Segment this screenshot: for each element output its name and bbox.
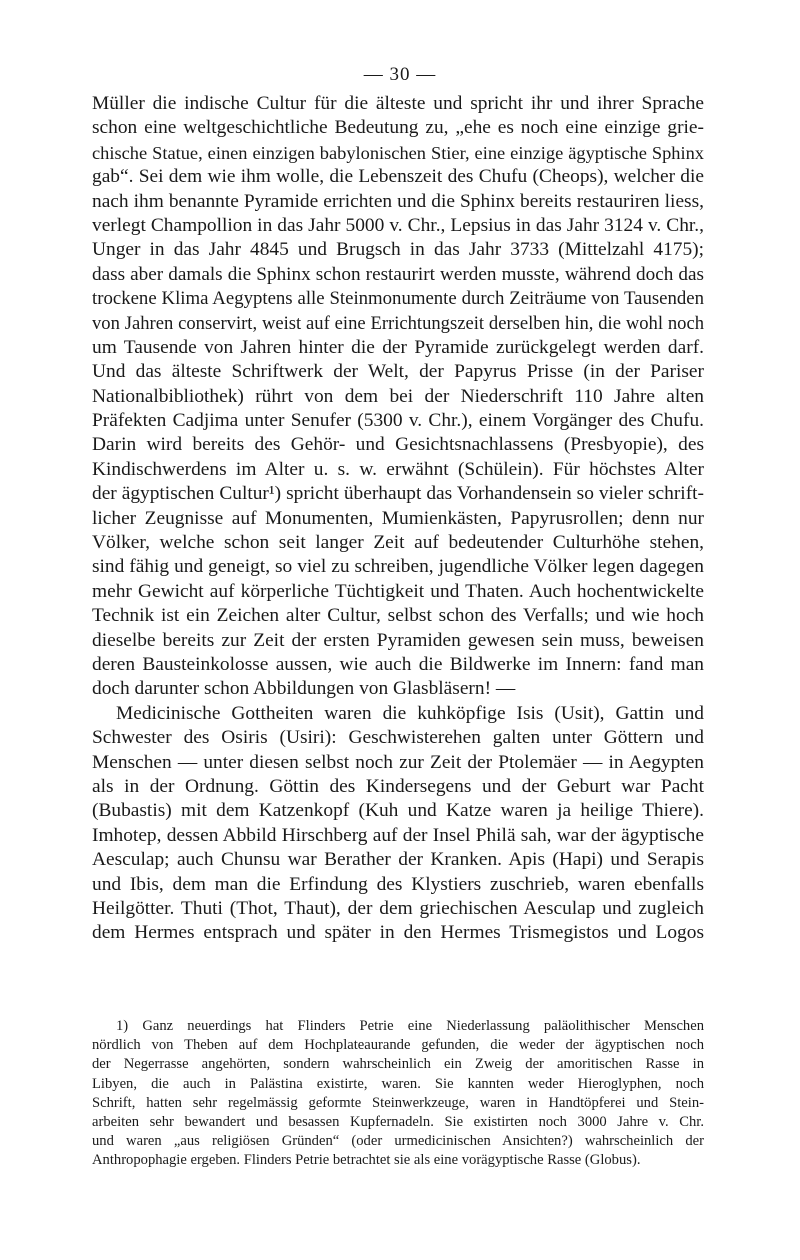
text-line: Unger in das Jahr 4845 und Brugsch in das Jahr 3733 (Mittelzahl 4175); (92, 239, 704, 261)
footnote-line: Libyen, die auch in Palästina existirte, waren. Sie kannten weder Hieroglyphen, noch (92, 1075, 704, 1092)
text-line: Darin wird bereits des Gehör- und Gesichtsnachlassens (Presbyopie), des (92, 434, 704, 456)
text-line: dem Hermes entsprach und später in den Hermes Trismegistos und Logos (92, 922, 704, 944)
text-line: nach ihm benannte Pyramide errichten und die Sphinx bereits restauriren liess, (92, 190, 704, 212)
main-text (92, 92, 704, 946)
text-line: Technik ist ein Zeichen alter Cultur, selbst schon des Verfalls; und wie hoch (92, 605, 704, 627)
text-line: deren Bausteinkolosse aussen, wie auch die Bildwerke im Innern: fand man (92, 653, 704, 675)
text-line: mehr Gewicht auf körperliche Tüchtigkeit und Thaten. Auch hochentwickelte (92, 580, 704, 602)
text-line: Menschen — unter diesen selbst noch zur Zeit der Ptolemäer — in Aegypten (92, 751, 704, 773)
text-line: Aesculap; auch Chunsu war Berather der Kranken. Apis (Hapi) und Serapis (92, 849, 704, 871)
footnote-line: und waren „aus religiösen Gründen“ (oder urmedicinischen Ansichten?) wahrscheinlich der (92, 1133, 704, 1150)
text-line: Völker, welche schon seit langer Zeit auf bedeutender Culturhöhe stehen, (92, 532, 704, 554)
text-line: Kindischwerdens im Alter u. s. w. erwähnt (Schülein). Für höchstes Alter (92, 458, 704, 480)
text-line: gab“. Sei dem wie ihm wolle, die Lebenszeit des Chufu (Cheops), welcher die (92, 166, 704, 188)
footnote-line: nördlich von Theben auf dem Hochplateaurande gefunden, die weder der ägyptischen noch (92, 1037, 704, 1054)
text-line: chische Statue, einen einzigen babylonischen Stier, eine einzige ägyptische Sphinx (92, 142, 704, 163)
text-line: (Bubastis) mit dem Katzenkopf (Kuh und Katze waren ja heilige Thiere). (92, 800, 704, 822)
text-line: Schwester des Osiris (Usiri): Geschwisterehen galten unter Göttern und (92, 727, 704, 749)
text-line: als in der Ordnung. Göttin des Kindersegens und der Geburt war Pacht (92, 775, 704, 797)
footnote-line: 1) Ganz neuerdings hat Flinders Petrie eine Niederlassung paläolithischer Menschen (116, 1018, 704, 1034)
text-line: sind fähig und geneigt, so viel zu schreiben, jugendliche Völker legen dagegen (92, 556, 704, 578)
text-line: schon eine weltgeschichtliche Bedeutung zu, „ehe es noch eine einzige grie- (92, 117, 704, 139)
footnote-line: der Negerrasse angehörten, sondern wahrscheinlich ein Zweig der amoritischen Rasse in (92, 1056, 704, 1073)
footnote-line: Anthropophagie ergeben. Flinders Petrie betrachtet sie als eine vorägyptische Rasse (Globus). (92, 1152, 641, 1169)
text-line: und Ibis, dem man die Erfindung des Klystiers zuschrieb, waren ebenfalls (92, 873, 704, 895)
text-line: um Tausende von Jahren hinter die der Pyramide zurückgelegt werden darf. (92, 336, 704, 358)
text-line: licher Zeugnisse auf Monumenten, Mumienkästen, Papyrusrollen; denn nur (92, 507, 704, 529)
text-line: von Jahren conservirt, weist auf eine Errichtungszeit derselben hin, die wohl noch (92, 312, 704, 334)
footnote-line: Schrift, hatten sehr regelmässig geformte Steinwerkzeuge, waren in Handtöpferei und Stein- (92, 1094, 704, 1111)
text-line: doch darunter schon Abbildungen von Glasbläsern! — (92, 678, 516, 700)
footnote (92, 1017, 704, 1171)
text-line: dieselbe bereits zur Zeit der ersten Pyramiden gewesen sein muss, beweisen (92, 629, 704, 651)
text-line: Medicinische Gottheiten waren die kuhköpfige Isis (Usit), Gattin und (116, 702, 704, 724)
text-line: Imhotep, dessen Abbild Hirschberg auf der Insel Philä sah, war der ägyptische (92, 824, 704, 846)
page-number: — 30 — (363, 64, 437, 85)
text-line: verlegt Champollion in das Jahr 5000 v. Chr., Lepsius in das Jahr 3124 v. Chr., (92, 214, 704, 236)
text-line: Nationalbibliothek) rührt von dem bei der Niederschrift 110 Jahre alten (92, 385, 704, 407)
text-line: Müller die indische Cultur für die älteste und spricht ihr und ihrer Sprache (92, 93, 704, 114)
text-line: dass aber damals die Sphinx schon restaurirt werden musste, während doch das (92, 263, 704, 285)
text-line: Präfekten Cadjima unter Senufer (5300 v. Chr.), einem Vorgänger des Chufu. (92, 410, 704, 432)
footnote-line: arbeiten sehr bewandert und besassen Kupfernadeln. Sie existirten noch 3000 Jahre v. Chr. (92, 1113, 704, 1130)
text-line: Heilgötter. Thuti (Thot, Thaut), der dem griechischen Aesculap und zugleich (92, 897, 704, 919)
text-line: Und das älteste Schriftwerk der Welt, der Papyrus Prisse (in der Pariser (92, 361, 704, 383)
text-line: trockene Klima Aegyptens alle Steinmonumente durch Zeiträume von Tausenden (92, 288, 704, 310)
text-line: der ägyptischen Cultur¹) spricht überhaupt das Vorhandensein so vieler schrift- (92, 483, 704, 505)
